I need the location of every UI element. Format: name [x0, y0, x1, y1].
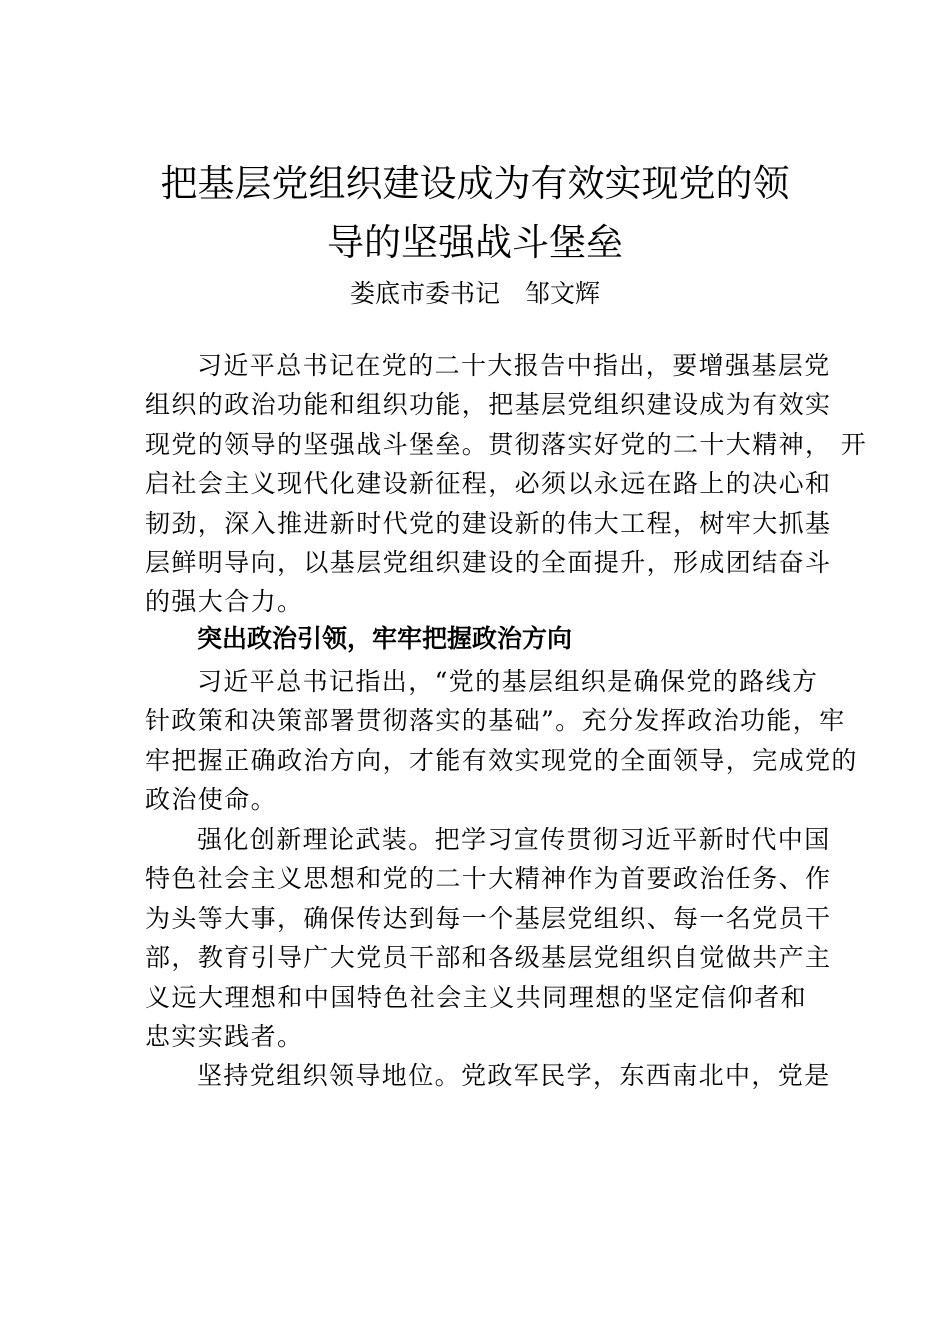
paragraph-line: 现党的领导的坚强战斗堡垒。贯彻落实好党的二十大精神， 开 — [145, 429, 868, 459]
paragraph-line: 的强大合力。 — [145, 587, 304, 617]
paragraph-line: 为头等大事，确保传达到每一个基层党组织、每一名党员干 — [145, 903, 832, 933]
document-title-line-1: 把基层党组织建设成为有效实现党的领 — [160, 162, 790, 205]
section-paragraph-3 — [145, 1056, 831, 1095]
intro-paragraph — [145, 346, 868, 622]
paragraph-line: 部，教育引导广大党员干部和各级基层党组织自觉做共产主 — [145, 943, 832, 973]
paragraph-line: 忠实实践者。 — [145, 1021, 304, 1051]
paragraph-line: 习近平总书记在党的二十大报告中指出，要增强基层党 — [197, 351, 831, 380]
paragraph-line: 特色社会主义思想和党的二十大精神作为首要政治任务、作 — [145, 864, 832, 894]
paragraph-line: 韧劲，深入推进新时代党的建设新的伟大工程，树牢大抓基 — [145, 508, 832, 538]
section-paragraph-1 — [145, 662, 858, 820]
paragraph-line: 坚持党组织领导地位。党政军民学，东西南北中，党是 — [197, 1061, 831, 1090]
paragraph-line: 习近平总书记指出，“党的基层组织是确保党的路线方 — [197, 667, 819, 696]
author-byline: 娄底市委书记 邹文辉 — [349, 279, 600, 308]
paragraph-line: 层鲜明导向，以基层党组织建设的全面提升，形成团结奋斗 — [145, 547, 832, 577]
paragraph-line: 强化创新理论武装。把学习宣传贯彻习近平新时代中国 — [197, 825, 831, 854]
section-heading: 突出政治引领，牢牢把握政治方向 — [197, 624, 573, 653]
paragraph-line: 政治使命。 — [145, 785, 278, 815]
paragraph-line: 针政策和决策部署贯彻落实的基础”。充分发挥政治功能，牢 — [145, 706, 846, 736]
paragraph-line: 义远大理想和中国特色社会主义共同理想的坚定信仰者和 — [145, 982, 807, 1012]
document-title-line-2: 导的坚强战斗堡垒 — [327, 221, 623, 264]
paragraph-line: 启社会主义现代化建设新征程，必须以永远在路上的决心和 — [145, 469, 832, 499]
paragraph-line: 组织的政治功能和组织功能，把基层党组织建设成为有效实 — [145, 390, 832, 420]
section-paragraph-2 — [145, 820, 832, 1056]
paragraph-line: 牢把握正确政治方向，才能有效实现党的全面领导，完成党的 — [145, 745, 858, 775]
